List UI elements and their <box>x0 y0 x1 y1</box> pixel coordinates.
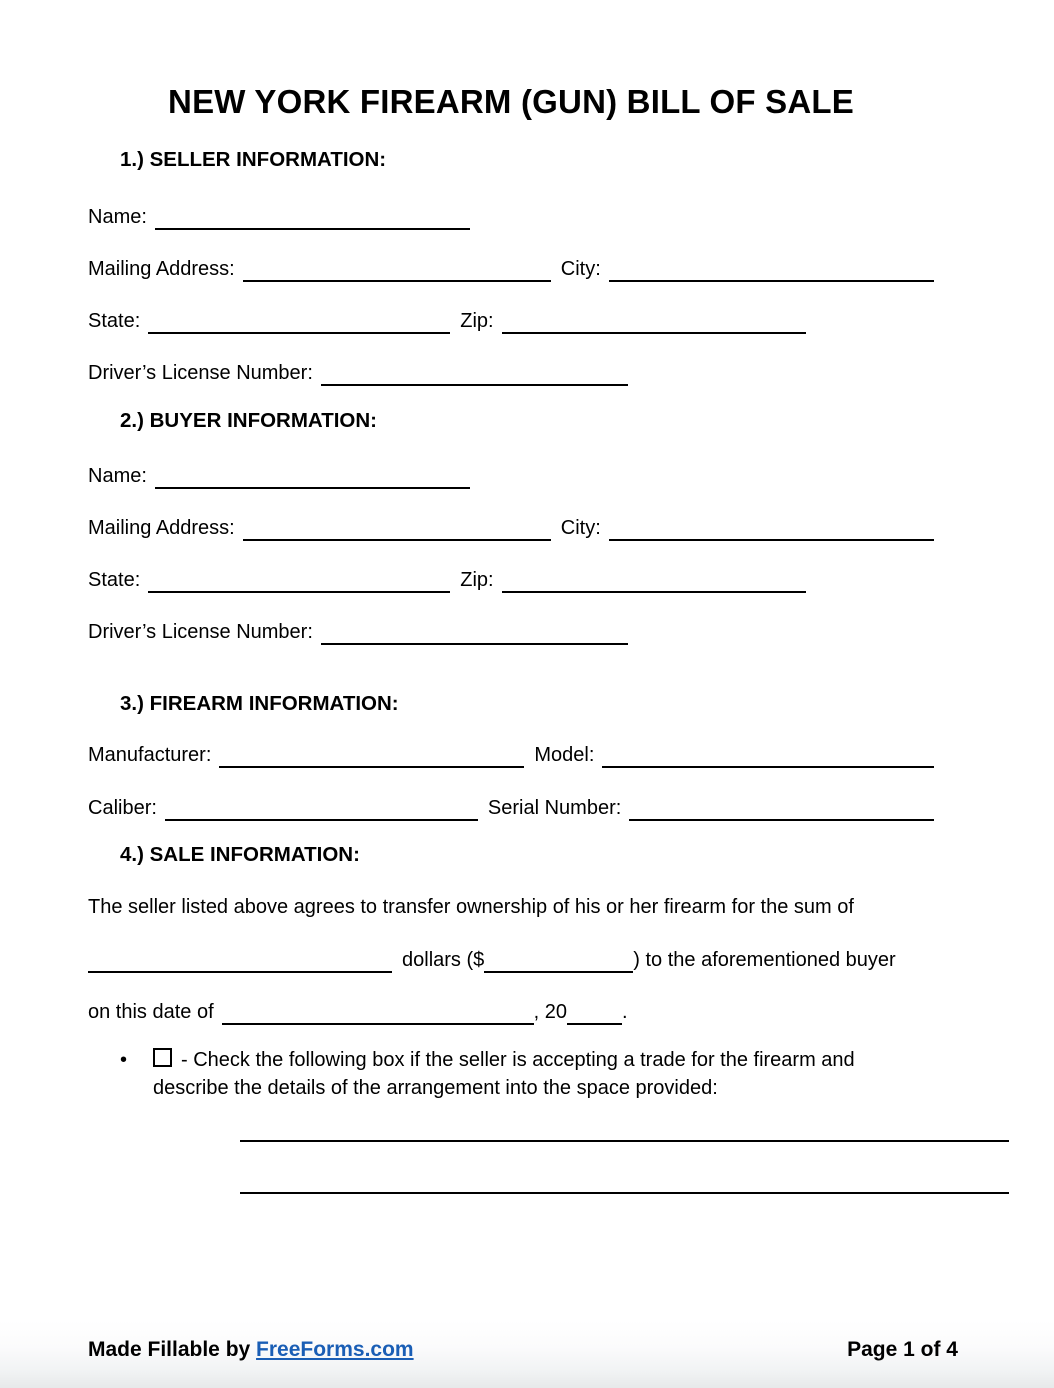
seller-state-label: State: <box>88 310 141 332</box>
buyer-name-input[interactable] <box>155 467 470 489</box>
manufacturer-label: Manufacturer: <box>88 744 212 766</box>
serial-number-label: Serial Number: <box>487 797 622 819</box>
seller-license-row <box>88 361 934 385</box>
trade-bullet-text-block <box>153 1046 915 1102</box>
buyer-state-zip-row <box>88 568 934 592</box>
buyer-mailing-address-label: Mailing Address: <box>88 517 235 539</box>
bullet-icon: • <box>120 1049 128 1071</box>
caliber-label: Caliber: <box>88 797 157 819</box>
freeforms-link[interactable]: FreeForms.com <box>256 1338 414 1361</box>
sale-amount-row <box>88 948 934 972</box>
sale-year-input[interactable] <box>567 1003 622 1025</box>
sale-date-input[interactable] <box>222 1003 534 1025</box>
seller-city-label: City: <box>560 258 601 280</box>
trade-details-line2-input[interactable] <box>240 1168 1009 1194</box>
seller-state-zip-row <box>88 309 934 333</box>
buyer-city-label: City: <box>560 517 601 539</box>
buyer-license-label: Driver’s License Number: <box>88 621 313 643</box>
seller-state-input[interactable] <box>148 312 450 334</box>
serial-number-input[interactable] <box>629 799 934 821</box>
buyer-mailing-address-input[interactable] <box>243 519 551 541</box>
firearm-section-heading: 3.) FIREARM INFORMATION: <box>120 692 399 715</box>
year-prefix-label: , 20 <box>533 1001 568 1023</box>
sale-paragraph-line1: The seller listed above agrees to transfer ownership of his or her firearm for the sum of <box>88 896 854 918</box>
seller-section-heading: 1.) SELLER INFORMATION: <box>120 148 387 171</box>
buyer-zip-label: Zip: <box>460 569 494 591</box>
dollars-label: dollars ($ <box>402 949 485 971</box>
sale-date-row <box>88 1000 934 1024</box>
seller-zip-input[interactable] <box>502 312 806 334</box>
model-input[interactable] <box>602 746 934 768</box>
seller-name-label: Name: <box>88 206 147 228</box>
caliber-input[interactable] <box>165 799 478 821</box>
seller-name-input[interactable] <box>155 208 470 230</box>
seller-license-input[interactable] <box>321 364 628 386</box>
seller-address-row <box>88 257 934 281</box>
sale-section-heading: 4.) SALE INFORMATION: <box>120 843 360 866</box>
buyer-zip-input[interactable] <box>502 571 806 593</box>
seller-name-row <box>88 205 934 229</box>
buyer-name-row <box>88 464 934 488</box>
firearm-caliber-row <box>88 796 934 820</box>
sale-amount-words-input[interactable] <box>88 951 392 973</box>
page-title: NEW YORK FIREARM (GUN) BILL OF SALE <box>168 83 854 120</box>
buyer-section-heading: 2.) BUYER INFORMATION: <box>120 409 378 432</box>
trade-details-line1-input[interactable] <box>240 1116 1009 1142</box>
seller-mailing-address-label: Mailing Address: <box>88 258 235 280</box>
buyer-state-input[interactable] <box>148 571 450 593</box>
sale-amount-numeric-input[interactable] <box>484 951 633 973</box>
buyer-license-input[interactable] <box>321 623 628 645</box>
buyer-license-row <box>88 620 934 644</box>
seller-license-label: Driver’s License Number: <box>88 362 313 384</box>
model-label: Model: <box>534 744 595 766</box>
firearm-manufacturer-row <box>88 743 934 767</box>
buyer-state-label: State: <box>88 569 141 591</box>
buyer-name-label: Name: <box>88 465 147 487</box>
seller-city-input[interactable] <box>609 260 934 282</box>
seller-mailing-address-input[interactable] <box>243 260 551 282</box>
seller-zip-label: Zip: <box>460 310 494 332</box>
after-amount-text: ) to the aforementioned buyer <box>633 949 896 971</box>
trade-bullet-item <box>120 1046 934 1102</box>
page-indicator: Page 1 of 4 <box>847 1338 958 1361</box>
buyer-address-row <box>88 516 934 540</box>
trade-checkbox[interactable] <box>153 1048 172 1067</box>
sentence-end: . <box>622 1001 628 1023</box>
page-footer <box>0 1320 1054 1388</box>
buyer-city-input[interactable] <box>609 519 934 541</box>
made-fillable-credit <box>88 1337 414 1363</box>
made-fillable-text: Made Fillable by <box>88 1338 257 1361</box>
manufacturer-input[interactable] <box>219 746 524 768</box>
date-prefix-label: on this date of <box>88 1001 214 1023</box>
trade-bullet-text: - Check the following box if the seller is accepting a trade for the firearm and describe the details of the arrangement into the space provided: <box>153 1049 855 1099</box>
